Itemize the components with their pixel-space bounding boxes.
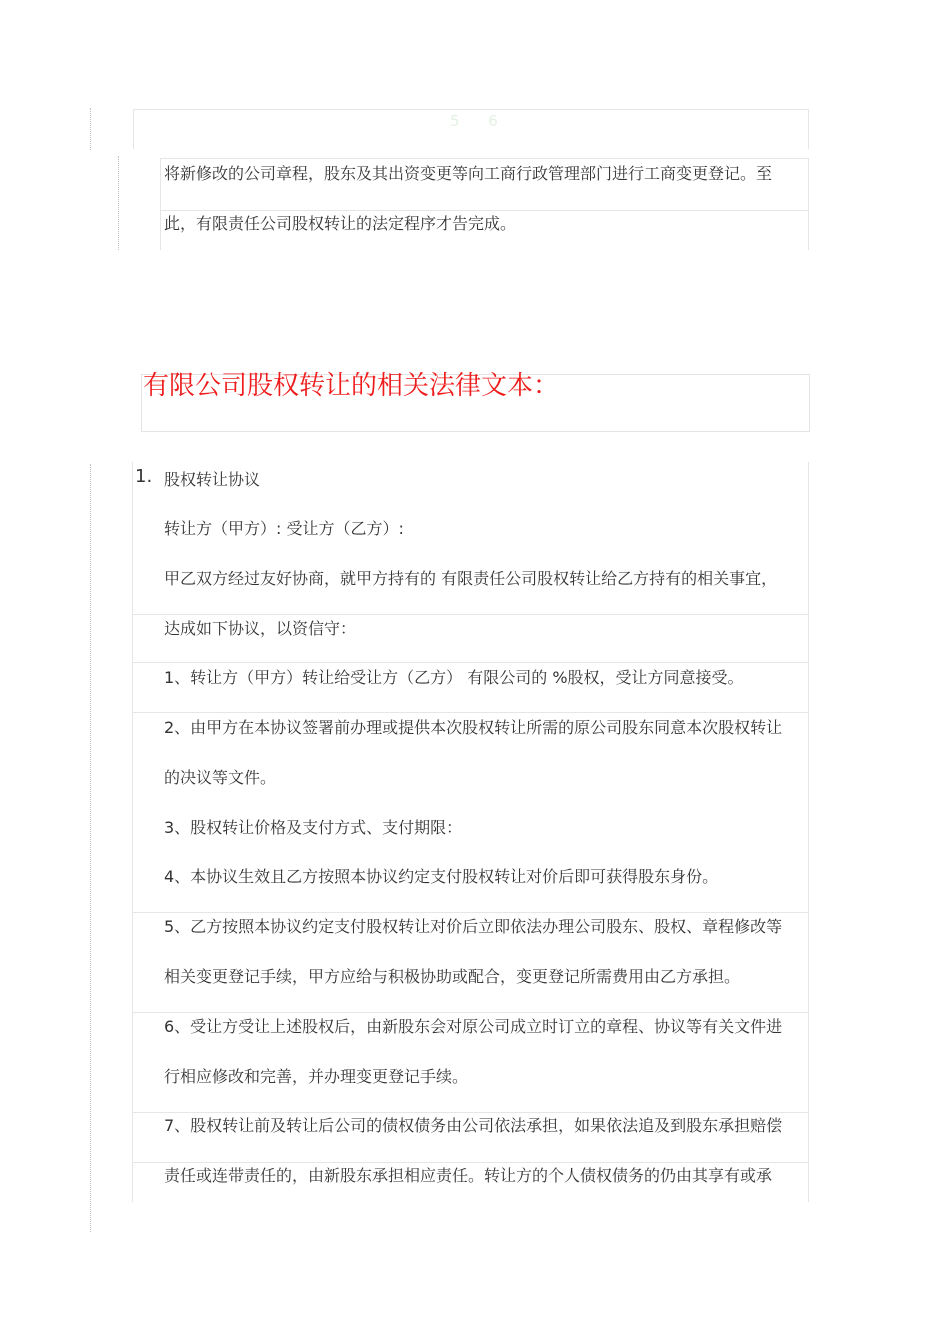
- divider: [132, 712, 808, 713]
- body-line: 1、转让方（甲方）转让给受让方（乙方） 有限公司的 %股权，受让方同意接受。: [164, 668, 744, 687]
- divider: [160, 158, 808, 159]
- body-line: 甲乙双方经过友好协商，就甲方持有的 有限责任公司股权转让给乙方持有的相关事宜，: [164, 569, 778, 588]
- list-number: 1.: [135, 466, 153, 487]
- section-heading: 有限公司股权转让的相关法律文本：: [143, 371, 560, 401]
- margin-dots: [90, 464, 94, 1232]
- divider: [808, 462, 809, 1202]
- divider: [132, 662, 808, 663]
- body-line: 3、股权转让价格及支付方式、支付期限：: [164, 818, 463, 837]
- body-line: 6、受让方受让上述股权后，由新股东会对原公司成立时订立的章程、协议等有关文件进: [164, 1017, 783, 1036]
- body-line: 相关变更登记手续，甲方应给与积极协助或配合，变更登记所需费用由乙方承担。: [164, 967, 741, 986]
- body-line: 7、股权转让前及转让后公司的债权债务由公司依法承担，如果依法追及到股东承担赔偿: [164, 1116, 783, 1135]
- body-line: 4、本协议生效且乙方按照本协议约定支付股权转让对价后即可获得股东身份。: [164, 867, 719, 886]
- body-line: 转让方（甲方）: 受让方（乙方）:: [164, 519, 404, 538]
- divider: [133, 109, 134, 149]
- divider: [160, 210, 808, 211]
- margin-dots: [118, 156, 122, 250]
- divider: [132, 912, 808, 913]
- body-line: 行相应修改和完善，并办理变更登记手续。: [164, 1067, 469, 1086]
- divider: [133, 109, 809, 110]
- body-line: 责任或连带责任的，由新股东承担相应责任。转让方的个人债权债务的仍由其享有或承: [164, 1166, 773, 1185]
- intro-line: 将新修改的公司章程，股东及其出资变更等向工商行政管理部门进行工商变更登记。至: [164, 164, 773, 183]
- body-line: 的决议等文件。: [164, 768, 277, 787]
- margin-dots: [90, 108, 94, 150]
- body-line: 达成如下协议，以资信守：: [164, 619, 357, 638]
- divider: [132, 1112, 808, 1113]
- divider: [132, 614, 808, 615]
- intro-line: 此，有限责任公司股权转让的法定程序才告完成。: [164, 214, 517, 233]
- divider: [160, 158, 161, 250]
- body-line: 5、乙方按照本协议约定支付股权转让对价后立即依法办理公司股东、股权、章程修改等: [164, 917, 783, 936]
- divider: [808, 109, 809, 149]
- divider: [808, 158, 809, 250]
- body-line: 2、由甲方在本协议签署前办理或提供本次股权转让所需的原公司股东同意本次股权转让: [164, 718, 783, 737]
- page-number: 5 6: [450, 112, 510, 130]
- divider: [132, 1162, 808, 1163]
- divider: [132, 1012, 808, 1013]
- body-line: 股权转让协议: [164, 470, 261, 489]
- divider: [132, 462, 133, 1202]
